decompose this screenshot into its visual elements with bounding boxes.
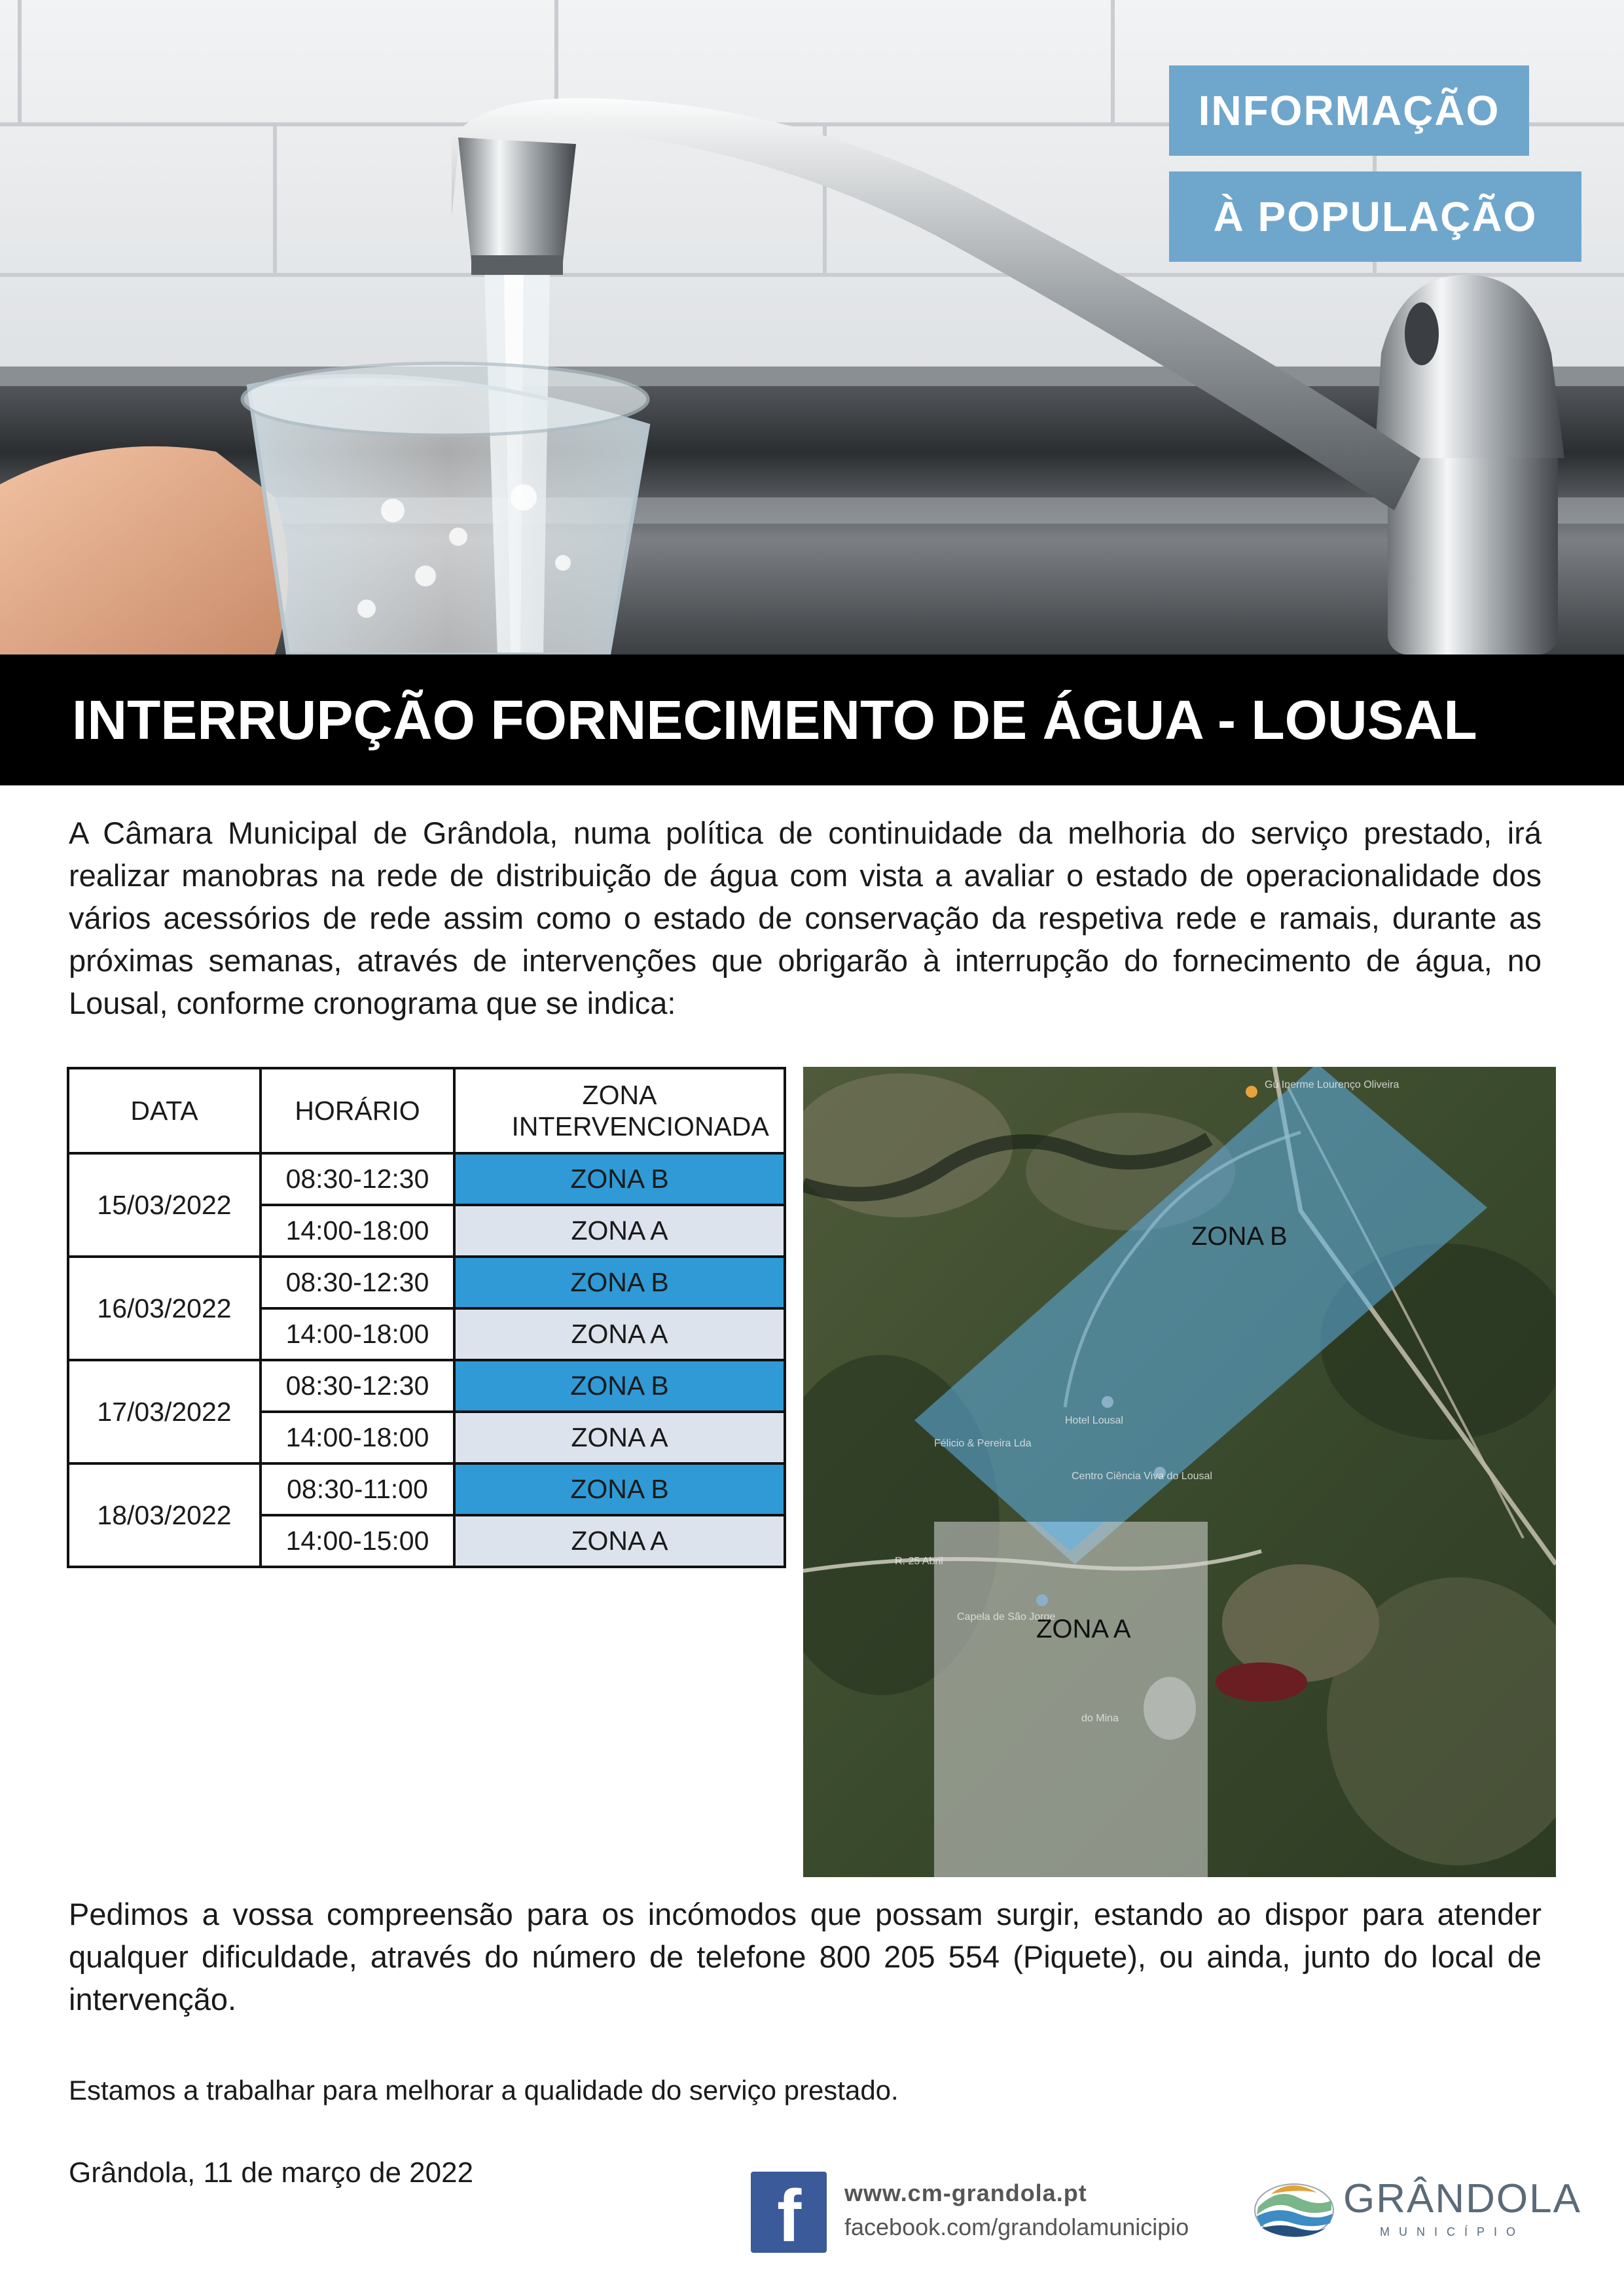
header-date: DATA [68, 1068, 261, 1153]
table-header-row [68, 1068, 785, 1153]
row-time: 08:30-12:30 [261, 1153, 454, 1205]
place-label: do Mina [1081, 1713, 1119, 1724]
table-row [68, 1360, 785, 1412]
place-label: Centro Ciência Viva do Lousal [1072, 1471, 1212, 1482]
row-zone: ZONA B [454, 1257, 785, 1308]
facebook-icon[interactable] [751, 2172, 827, 2257]
table-row [68, 1153, 785, 1205]
row-date: 16/03/2022 [68, 1257, 261, 1360]
facebook-link[interactable]: facebook.com/grandolamunicipio [844, 2214, 1189, 2240]
zone-b-label: ZONA B [1191, 1222, 1288, 1251]
place-label: Capela de São Jorge [957, 1611, 1056, 1623]
zone-a-label: ZONA A [1036, 1615, 1131, 1643]
facebook-glyph: f [777, 2175, 802, 2257]
zone-map [803, 1067, 1556, 1877]
row-time: 08:30-12:30 [261, 1257, 454, 1308]
info-tag-line1: INFORMAÇÃO [1169, 65, 1529, 156]
place-label: Gú Inerme Lourenço Oliveira [1265, 1079, 1399, 1090]
date-line: Grândola, 11 de março de 2022 [69, 2157, 474, 2189]
website-link[interactable]: www.cm-grandola.pt [844, 2179, 1087, 2206]
title-bar [0, 655, 1624, 785]
row-time: 08:30-12:30 [261, 1360, 454, 1412]
header-time: HORÁRIO [261, 1068, 454, 1153]
hero-image [0, 0, 1624, 655]
logo-name: GRÂNDOLA [1343, 2176, 1581, 2221]
row-date: 17/03/2022 [68, 1360, 261, 1463]
row-date: 15/03/2022 [68, 1153, 261, 1257]
place-label: R. 25 Abril [895, 1556, 943, 1567]
thanks-line: Estamos a trabalhar para melhorar a qualidade do serviço prestado. [69, 2075, 899, 2106]
logo-subtitle: MUNICÍPIO [1380, 2225, 1525, 2238]
row-zone: ZONA B [454, 1360, 785, 1412]
row-time: 14:00-15:00 [261, 1515, 454, 1567]
zone-a-overlay [934, 1522, 1208, 1877]
row-date: 18/03/2022 [68, 1463, 261, 1567]
header-zone: ZONA INTERVENCIONADA [454, 1068, 785, 1153]
info-tag-line2: À POPULAÇÃO [1169, 171, 1581, 262]
row-time: 14:00-18:00 [261, 1205, 454, 1257]
row-time: 08:30-11:00 [261, 1463, 454, 1515]
row-time: 14:00-18:00 [261, 1412, 454, 1463]
row-zone: ZONA A [454, 1515, 785, 1567]
row-zone: ZONA B [454, 1463, 785, 1515]
table-row [68, 1257, 785, 1308]
schedule-table [67, 1067, 786, 1568]
table-row [68, 1463, 785, 1515]
grandola-logo-icon [1252, 2174, 1337, 2240]
row-zone: ZONA A [454, 1308, 785, 1360]
place-label: Hotel Lousal [1065, 1415, 1123, 1426]
row-zone: ZONA B [454, 1153, 785, 1205]
row-zone: ZONA A [454, 1205, 785, 1257]
row-zone: ZONA A [454, 1412, 785, 1463]
place-label: Félicio & Pereira Lda [934, 1438, 1032, 1449]
closing-paragraph: Pedimos a vossa compreensão para os incómodos que possam surgir, estando ao dispor para atender qualquer dificuldade, através do número de telefone 800 205 554 (Piquete), ou ainda, junto do local de intervenção. [69, 1897, 1542, 2017]
intro-paragraph: A Câmara Municipal de Grândola, numa política de continuidade da melhoria do serviço prestado, irá realizar manobras na rede de distribuição de água com vista a avaliar o estado de operacionalidade dos vários acessórios de rede assim como o estado de conservação da respetiva rede e ramais, durante as próximas semanas, através de intervenções que obrigarão à interrupção do fornecimento de água, no Lousal, conforme cronograma que se indica: [69, 816, 1542, 1020]
page-title: INTERRUPÇÃO FORNECIMENTO DE ÁGUA - LOUSAL [72, 689, 1477, 751]
satellite-map [803, 1067, 1556, 1877]
row-time: 14:00-18:00 [261, 1308, 454, 1360]
